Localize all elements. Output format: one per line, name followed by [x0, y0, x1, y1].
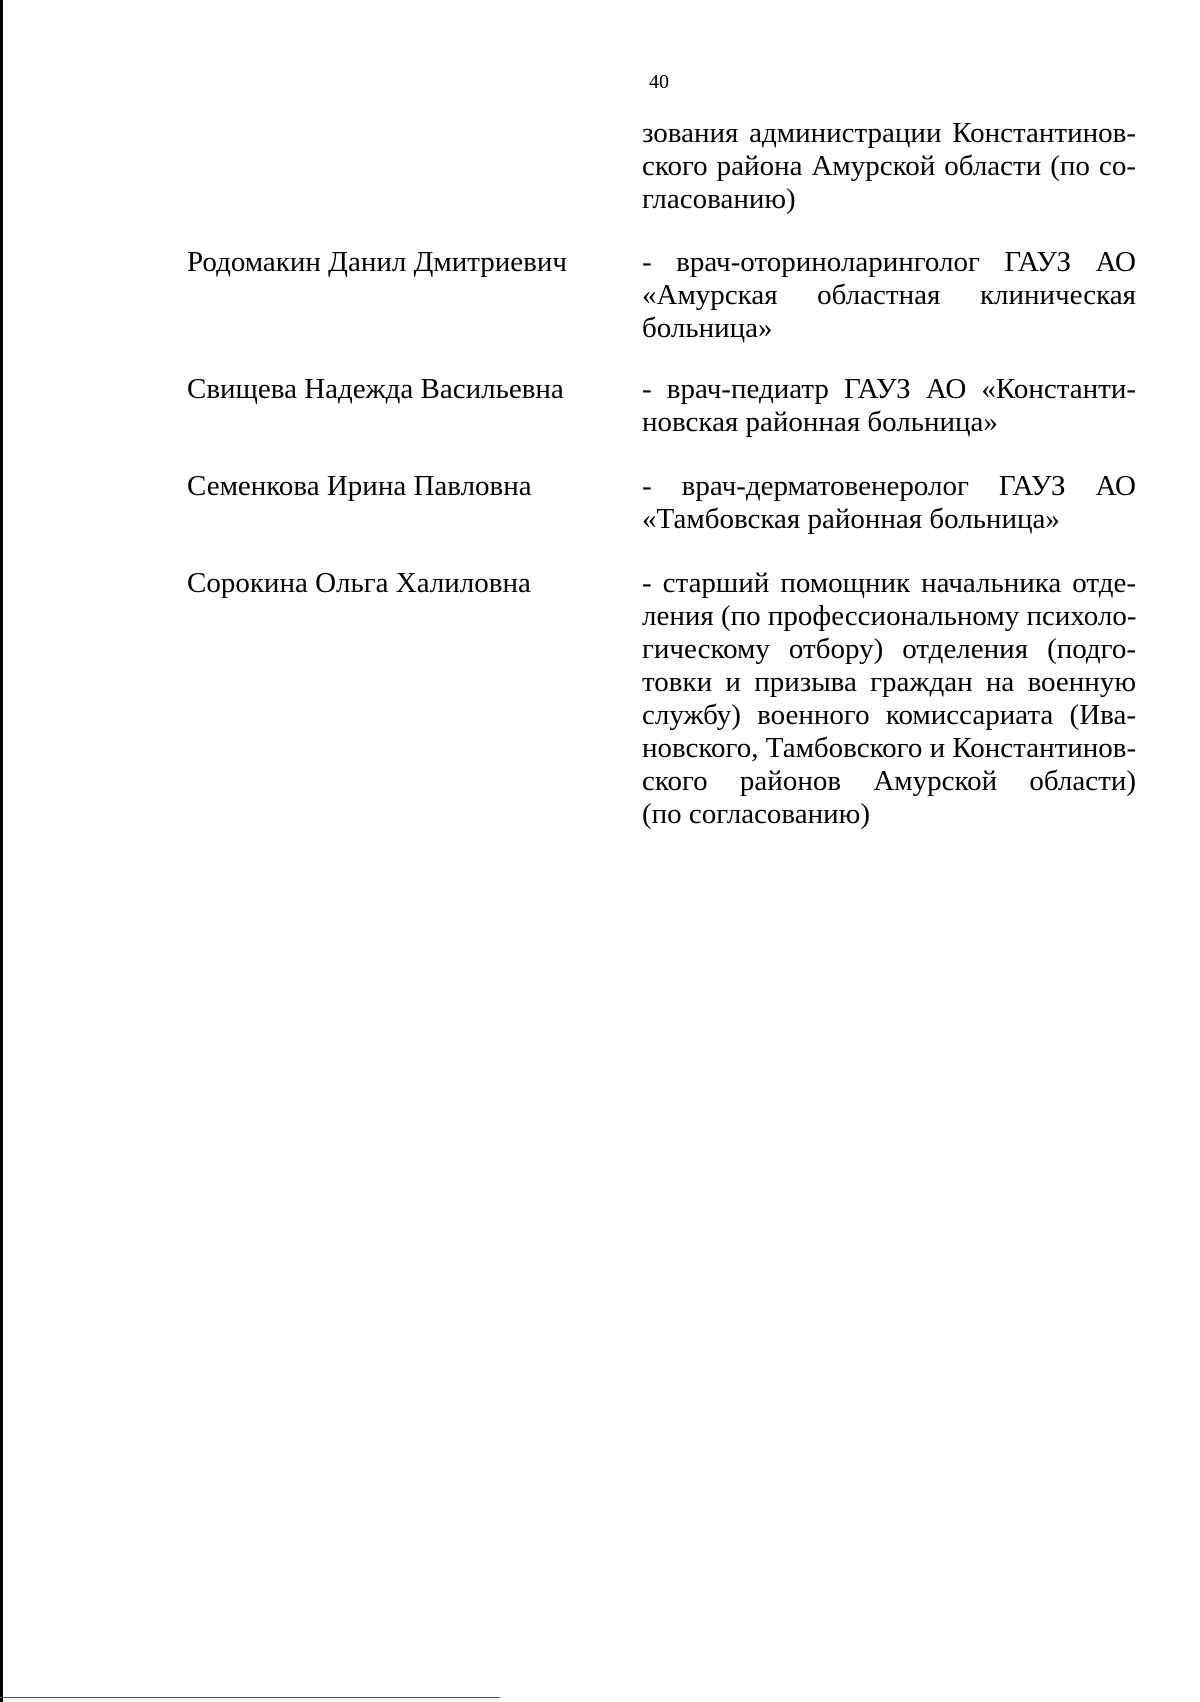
role-line: - старший помощник начальника отде- [642, 567, 1136, 599]
role-line: ского районов Амурской области) [642, 765, 1136, 797]
continuation-line: зования администрации Константинов- [642, 117, 1136, 149]
role-line: новская районная больница» [642, 406, 998, 438]
continuation-line: гласованию) [642, 183, 796, 215]
role-line: «Амурская областная клиническая [642, 279, 1136, 311]
role-line: больница» [642, 312, 773, 344]
continuation-text [642, 117, 1136, 216]
page-number: 40 [649, 71, 669, 93]
scan-edge-left [0, 0, 3, 1702]
member-role [642, 373, 1136, 439]
role-line: «Тамбовская районная больница» [642, 503, 1060, 535]
role-line: - врач-оториноларинголог ГАУЗ АО [642, 246, 1136, 278]
role-line: - врач-педиатр ГАУЗ АО «Константи- [642, 373, 1136, 405]
role-line: (по согласованию) [642, 798, 870, 830]
member-role [642, 246, 1136, 345]
member-name: Свищева Надежда Васильевна [187, 373, 564, 405]
role-line: гическому отбору) отделения (подго- [642, 633, 1136, 665]
member-name: Родомакин Данил Дмитриевич [187, 246, 567, 278]
member-role [642, 470, 1136, 536]
member-role [642, 567, 1136, 831]
member-name: Семенкова Ирина Павловна [187, 470, 532, 502]
scan-edge-bottom [0, 1697, 500, 1698]
role-line: ления (по профессиональному психоло- [642, 600, 1137, 632]
member-name: Сорокина Ольга Халиловна [187, 567, 531, 599]
continuation-line: ского района Амурской области (по со- [642, 150, 1136, 182]
role-line: товки и призыва граждан на военную [642, 666, 1136, 698]
role-line: - врач-дерматовенеролог ГАУЗ АО [642, 470, 1136, 502]
role-line: новского, Тамбовского и Константинов- [642, 732, 1137, 764]
role-line: службу) военного комиссариата (Ива- [642, 699, 1136, 731]
